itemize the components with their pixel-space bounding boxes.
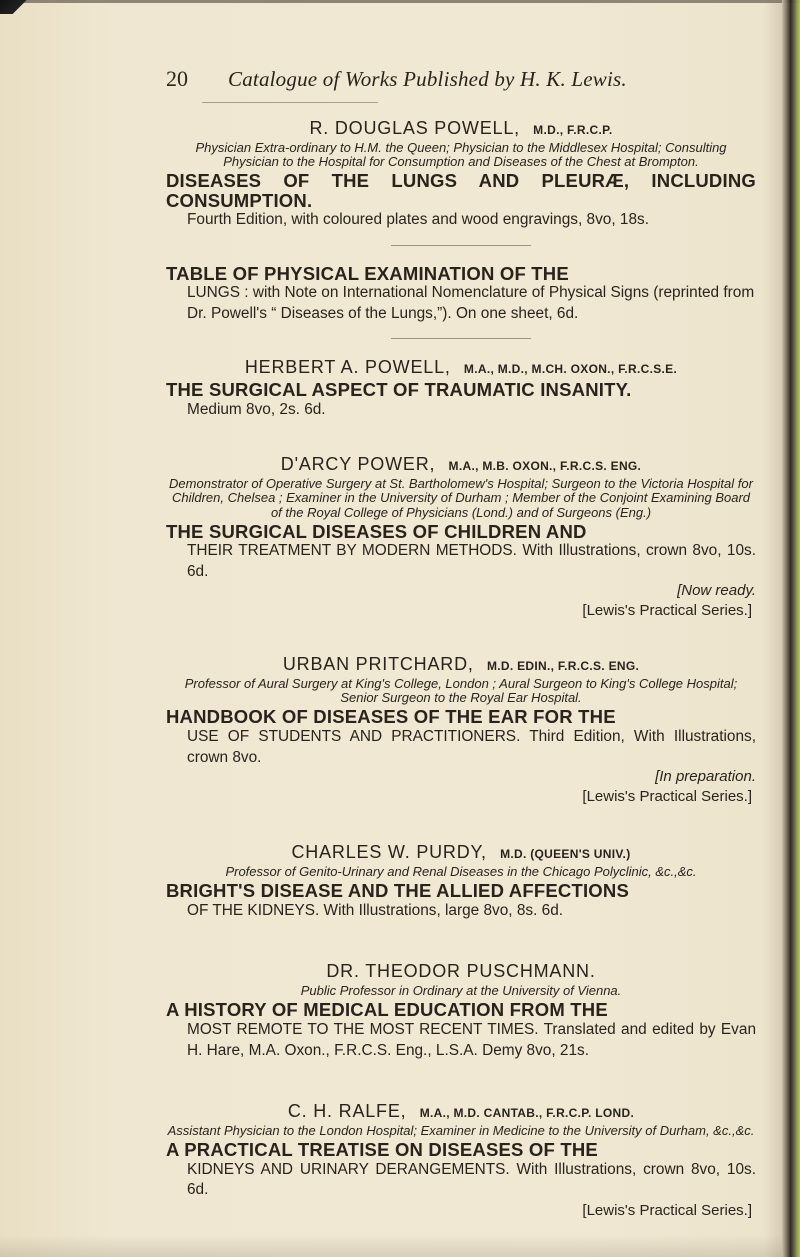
- author-description: Public Professor in Ordinary at the University of Vienna.: [300, 983, 622, 999]
- book-detail: Medium 8vo, 2s. 6d.: [187, 400, 326, 418]
- author-qualifications: M.A., M.D., M.CH. OXON., F.R.C.S.E.: [463, 362, 678, 377]
- entry-divider: [391, 338, 531, 339]
- series-label: [Lewis's Practical Series.]: [582, 1201, 752, 1219]
- author-line: [166, 454, 756, 475]
- series-label: [Lewis's Practical Series.]: [582, 787, 752, 805]
- author-name: DR. THEODOR PUSCHMANN.: [326, 961, 596, 982]
- book-title: A HISTORY OF MEDICAL EDUCATION FROM THE: [166, 999, 608, 1021]
- author-name: URBAN PRITCHARD,: [282, 654, 474, 675]
- book-detail: KIDNEYS AND URINARY DERANGEMENTS. With Illustrations, crown 8vo, 10s. 6d.: [187, 1160, 756, 1199]
- author-description: Demonstrator of Operative Surgery at St. Bartholomew's Hospital; Surgeon to the Victoria Hospital for Children, Chelsea ; Examiner in the University of Durham ; Member of the Conjoint Examining Board of the Royal College of Physicians (Lond.) and of Surgeons (Eng.): [169, 476, 753, 520]
- author-qualifications: M.A., M.B. OXON., F.R.C.S. ENG.: [448, 459, 642, 474]
- catalogue-entry: [166, 961, 756, 1061]
- author-qualifications: M.D. EDIN., F.R.C.S. ENG.: [486, 659, 640, 674]
- author-name: HERBERT A. POWELL,: [244, 357, 451, 378]
- author-description: Physician Extra-ordinary to H.M. the Queen; Physician to the Middlesex Hospital; Consulting Physician to the Hospital for Consumption and Diseases of the Chest at Brompton.: [195, 140, 727, 170]
- book-detail: OF THE KIDNEYS. With Illustrations, large 8vo, 8s. 6d.: [187, 901, 564, 919]
- author-line: [166, 961, 756, 982]
- catalogue-entry: [166, 357, 756, 420]
- catalogue-entry: [166, 264, 756, 325]
- right-edge-shadow: [764, 0, 782, 1257]
- top-edge-line: [0, 0, 800, 3]
- author-name: CHARLES W. PURDY,: [291, 842, 487, 863]
- author-line: [166, 118, 756, 139]
- running-title: Catalogue of Works Published by H. K. Lewis.: [228, 67, 627, 91]
- availability-status: [Now ready.: [677, 582, 756, 600]
- book-detail: USE OF STUDENTS AND PRACTITIONERS. Third Edition, With Illustrations, crown 8vo.: [187, 728, 756, 766]
- author-qualifications: M.A., M.D. CANTAB., F.R.C.P. LOND.: [419, 1105, 635, 1120]
- catalogue-entry: [166, 118, 756, 231]
- catalogue-entry: [166, 842, 756, 921]
- author-name: C. H. RALFE,: [287, 1100, 407, 1121]
- author-qualifications: M.D., F.R.C.P.: [533, 123, 613, 137]
- series-label: [Lewis's Practical Series.]: [582, 601, 752, 619]
- book-title: THE SURGICAL DISEASES OF CHILDREN AND: [166, 520, 587, 542]
- book-detail: Fourth Edition, with coloured plates and wood engravings, 8vo, 18s.: [187, 211, 649, 229]
- book-detail: THEIR TREATMENT BY MODERN METHODS. With Illustrations, crown 8vo, 10s. 6d.: [187, 542, 756, 580]
- author-qualifications: M.D. (QUEEN'S UNIV.): [500, 847, 631, 862]
- author-description: Assistant Physician to the London Hospital; Examiner in Medicine to the University of Durham, &c.,&c.: [167, 1122, 755, 1138]
- book-title: BRIGHT'S DISEASE AND THE ALLIED AFFECTIONS: [166, 880, 629, 902]
- author-line: [166, 654, 756, 675]
- book-title: THE SURGICAL ASPECT OF TRAUMATIC INSANITY.: [166, 379, 632, 401]
- page-number: 20: [166, 66, 188, 91]
- book-detail: MOST REMOTE TO THE MOST RECENT TIMES. Translated and edited by Evan H. Hare, M.A. Oxon., F.R.C.S. Eng., L.S.A. Demy 8vo, 21s.: [187, 1021, 756, 1059]
- entry-divider: [391, 245, 531, 246]
- book-title: DISEASES OF THE LUNGS AND PLEURÆ, INCLUDING CONSUMPTION.: [166, 170, 756, 211]
- availability-line: [166, 768, 756, 787]
- author-description: Professor of Genito-Urinary and Renal Diseases in the Chicago Polyclinic, &c.,&c.: [225, 864, 697, 880]
- author-name: D'ARCY POWER,: [280, 454, 436, 475]
- catalogue-content: [166, 118, 756, 1219]
- availability-line: [166, 582, 756, 601]
- book-subtitle: LUNGS : with Note on International Nomenclature of Physical Signs (reprinted from Dr. Powell's “ Diseases of the Lungs,”). On one sheet, 6d.: [187, 284, 755, 322]
- author-line: [166, 1101, 756, 1122]
- book-title: TABLE OF PHYSICAL EXAMINATION OF THE: [166, 262, 569, 284]
- right-binding-edge: [782, 0, 800, 1257]
- author-line: [166, 842, 756, 863]
- catalogue-entry: [166, 454, 756, 620]
- book-title: A PRACTICAL TREATISE ON DISEASES OF THE: [166, 1139, 598, 1161]
- availability-status: [In preparation.: [655, 768, 756, 785]
- page-header: [166, 66, 756, 96]
- book-title: HANDBOOK OF DISEASES OF THE EAR FOR THE: [166, 706, 616, 728]
- catalogue-entry: [166, 654, 756, 806]
- bottom-edge-shadow: [0, 1235, 782, 1257]
- author-line: [166, 357, 756, 378]
- author-description: Professor of Aural Surgery at King's College, London ; Aural Surgeon to King's College Hospital; Senior Surgeon to the Royal Ear Hospital.: [184, 676, 738, 706]
- author-name: R. DOUGLAS POWELL,: [309, 118, 520, 138]
- top-left-corner-shadow: [0, 0, 34, 14]
- catalogue-entry: [166, 1101, 756, 1220]
- header-rule: [202, 102, 378, 103]
